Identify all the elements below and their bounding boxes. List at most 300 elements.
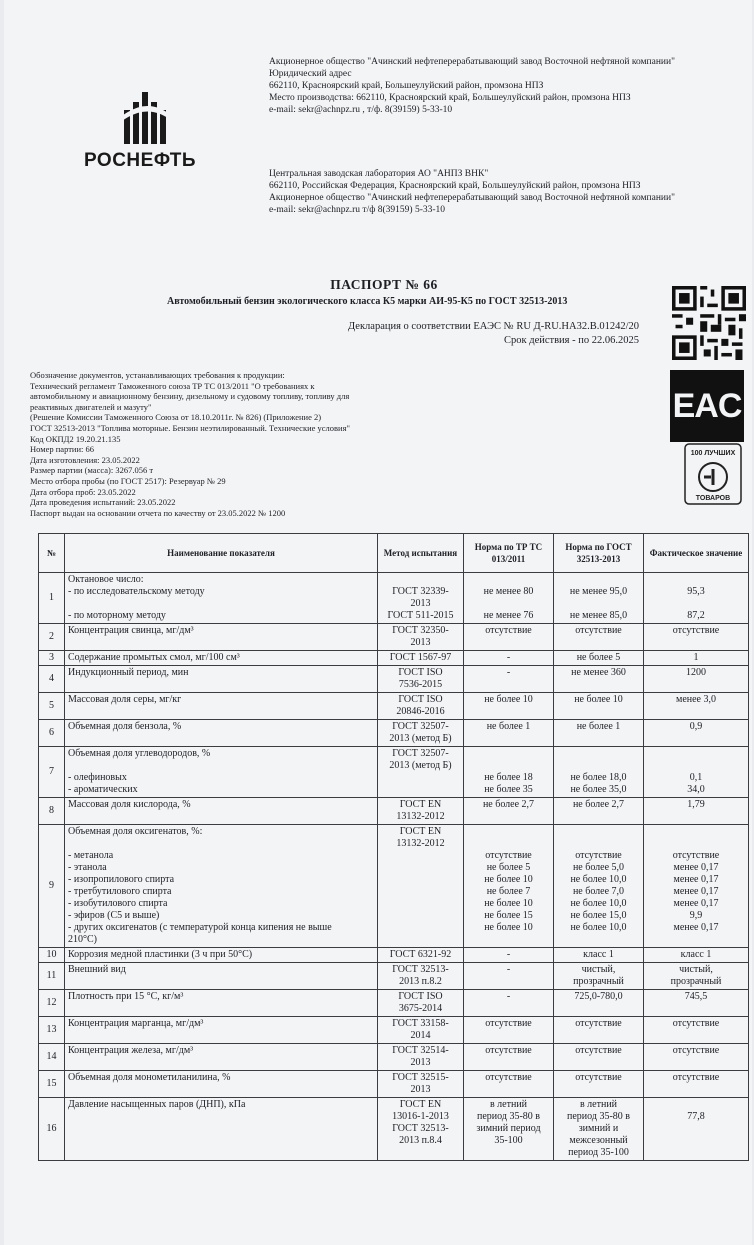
indicator-name-cell [65, 963, 378, 990]
cell-line [647, 1099, 745, 1111]
info-line: Код ОКПД2 19.20.21.135 [30, 433, 121, 444]
cell-line: не более 7 [486, 886, 531, 897]
norm-tr-cell [464, 1044, 554, 1071]
cell-line: не более 2,7 [482, 799, 535, 810]
fact-value-cell [644, 624, 749, 651]
cell-line: ГОСТ ISO [398, 991, 443, 1002]
fact-value-cell [644, 720, 749, 747]
best-goods-badge-icon [684, 443, 742, 505]
col-name: Наименование показателя [65, 534, 378, 573]
cell-line: - по исследовательскому методу [68, 586, 205, 597]
cell-line: 2013 п.8.2 [399, 976, 442, 987]
norm-tr-cell [464, 990, 554, 1017]
cell-line [647, 748, 745, 760]
cell-line: не более 5 [486, 862, 531, 873]
cell-line: Объемная доля бензола, % [68, 721, 182, 732]
info-line: (Решение Комиссии Таможенного Союза от 18.10.2011г. № 826) (Приложение 2) [30, 412, 322, 423]
company-block-2 [269, 168, 675, 216]
lab-line: Центральная заводская лаборатория АО "АНПЗ ВНК" [269, 169, 489, 179]
cell-line: ГОСТ ISO [398, 694, 443, 705]
table-row [39, 693, 749, 720]
row-number-cell: 4 [39, 666, 65, 693]
cell-line: ГОСТ EN [399, 1099, 442, 1110]
lab-line: e-mail: sekr@achnpz.ru т/ф 8(39159) 5-33-10 [269, 205, 446, 215]
table-row [39, 1017, 749, 1044]
cell-line: - олефиновых [68, 772, 127, 783]
cell-line: ГОСТ 32507- [392, 721, 449, 732]
cell-line [557, 826, 640, 838]
table-row [39, 666, 749, 693]
cell-line: отсутствие [672, 1045, 720, 1056]
cell-line: не более 10 [484, 694, 533, 705]
row-number-cell: 9 [39, 825, 65, 948]
fact-value-cell [644, 825, 749, 948]
cell-line: 13132-2012 [396, 838, 445, 849]
table-row [39, 963, 749, 990]
indicator-name-cell [65, 798, 378, 825]
cell-line [467, 826, 550, 838]
row-number-cell: 13 [39, 1017, 65, 1044]
cell-line: отсутствие [575, 1018, 622, 1029]
col-method: Метод испытания [378, 534, 464, 573]
cell-line: отсутствие [485, 1018, 532, 1029]
cell-line: не более 35 [484, 784, 533, 795]
row-number-cell: 2 [39, 624, 65, 651]
fact-value-cell [644, 963, 749, 990]
cell-line: 1200 [686, 667, 706, 678]
info-line: Паспорт выдан на основании отчета по качеству от 23.05.2022 № 1200 [30, 507, 286, 518]
cell-line [68, 598, 374, 610]
cell-line: 2013 п.8.4 [399, 1135, 442, 1146]
method-cell [378, 1098, 464, 1161]
passport-title: ПАСПОРТ № 66 [330, 277, 438, 292]
norm-tr-cell [464, 798, 554, 825]
indicator-name-cell [65, 1044, 378, 1071]
cell-line: 13132-2012 [396, 811, 445, 822]
method-cell [378, 624, 464, 651]
norm-tr-cell [464, 1098, 554, 1161]
company-line: Акционерное общество "Ачинский нефтеперерабатывающий завод Восточной нефтяной компании" [269, 57, 675, 67]
cell-line: ГОСТ 33158- [392, 1018, 449, 1029]
cell-line: не менее 80 [483, 586, 534, 597]
cell-line: Коррозия медной пластинки (3 ч при 50°С) [68, 949, 253, 960]
cell-line: не более 15 [484, 910, 533, 921]
norm-gost-cell [554, 651, 644, 666]
norm-gost-cell [554, 1071, 644, 1098]
lab-line: Акционерное общество "Ачинский нефтеперерабатывающий завод Восточной нефтяной компании" [269, 193, 675, 203]
fact-value-cell [644, 798, 749, 825]
cell-line: Плотность при 15 °С, кг/м³ [68, 991, 184, 1002]
indicator-name-cell [65, 693, 378, 720]
table-row [39, 747, 749, 798]
cell-line: 2014 [410, 1030, 431, 1041]
cell-line: не более 10,0 [570, 922, 627, 933]
logo-text: РОСНЕФТЬ [84, 150, 197, 171]
cell-line: не более 5,0 [572, 862, 625, 873]
table-row [39, 948, 749, 963]
cell-line: 2013 [410, 1057, 431, 1068]
cell-line: 0,1 [689, 772, 703, 783]
cell-line: ГОСТ EN [399, 799, 442, 810]
norm-gost-cell [554, 1044, 644, 1071]
cell-line: ГОСТ 32507- [392, 748, 449, 759]
cell-line: 87,2 [687, 610, 705, 621]
passport-subtitle: Автомобильный бензин экологического класса К5 марки АИ-95-К5 по ГОСТ 32513-2013 [167, 296, 568, 307]
company-line: Место производства: 662110, Красноярский край, Большеулуйский район, промзона НПЗ [269, 93, 631, 103]
cell-line: не более 10 [484, 874, 533, 885]
cell-line [68, 838, 374, 850]
info-line: реактивных двигателей и мазуту" [30, 401, 152, 412]
method-cell [378, 651, 464, 666]
cell-line: отсутствие [672, 1018, 720, 1029]
method-cell [378, 990, 464, 1017]
cell-line: 95,3 [687, 586, 705, 597]
table-row [39, 651, 749, 666]
cell-line: менее 0,17 [673, 922, 719, 933]
cell-line: в летний [579, 1099, 618, 1110]
norm-tr-cell [464, 720, 554, 747]
row-number-cell: 8 [39, 798, 65, 825]
cell-line: отсутствие [672, 625, 720, 636]
cell-line [557, 838, 640, 850]
cell-line: 2013 [410, 598, 431, 609]
info-line: ГОСТ 32513-2013 "Топлива моторные. Бензин неэтилированный. Технические условия" [30, 422, 350, 433]
info-line: автомобильному и авиационному бензину, дизельному и судовому топливу, топливу для [30, 391, 350, 402]
cell-line: прозрачный [670, 976, 722, 987]
fact-value-cell [644, 1098, 749, 1161]
cell-line: не менее 76 [483, 610, 534, 621]
row-number-cell: 10 [39, 948, 65, 963]
cell-line: - эфиров (С5 и выше) [68, 910, 160, 921]
cell-line: - этанола [68, 862, 107, 873]
indicator-name-cell [65, 573, 378, 624]
qr-code-icon [672, 286, 746, 360]
info-line: Дата изготовления: 23.05.2022 [30, 454, 140, 465]
row-number-cell: 14 [39, 1044, 65, 1071]
cell-line: не менее 85,0 [569, 610, 628, 621]
cell-line: 7536-2015 [398, 679, 443, 690]
cell-line: не более 10,0 [570, 898, 627, 909]
fact-value-cell [644, 573, 749, 624]
cell-line: не более 5 [576, 652, 621, 663]
cell-line: ГОСТ 511-2015 [387, 610, 454, 621]
row-number-cell: 5 [39, 693, 65, 720]
cell-line [647, 826, 745, 838]
indicator-name-cell [65, 1098, 378, 1161]
cell-line: ГОСТ 6321-92 [389, 949, 452, 960]
cell-line: ГОСТ 32339- [392, 586, 449, 597]
norm-gost-cell [554, 963, 644, 990]
cell-line: класс 1 [583, 949, 614, 960]
cell-line: менее 0,17 [673, 898, 719, 909]
declaration-validity: Срок действия - по 22.06.2025 [504, 335, 639, 346]
cell-line: отсутствие [485, 625, 532, 636]
cell-line: отсутствие [485, 850, 532, 861]
norm-tr-cell [464, 624, 554, 651]
quality-table [38, 533, 749, 1161]
company-line: e-mail: sekr@achnpz.ru , т/ф. 8(39159) 5-33-10 [269, 105, 453, 115]
badge-text-top: 100 ЛУЧШИХ [690, 450, 736, 457]
cell-line: Концентрация свинца, мг/дм³ [68, 625, 194, 636]
declaration-number: Декларация о соответствии ЕАЭС № RU Д-RU.HA32.B.01242/20 [348, 321, 639, 332]
row-number-cell: 1 [39, 573, 65, 624]
cell-line: класс 1 [680, 949, 712, 960]
cell-line: - [506, 991, 511, 1002]
cell-line: Массовая доля серы, мг/кг [68, 694, 182, 705]
cell-line: Объемная доля монометиланилина, % [68, 1072, 231, 1083]
cell-line: отсутствие [672, 850, 720, 861]
row-number-cell: 15 [39, 1071, 65, 1098]
norm-gost-cell [554, 825, 644, 948]
col-fact: Фактическое значение [644, 534, 749, 573]
norm-tr-cell [464, 1017, 554, 1044]
cell-line: отсутствие [575, 1045, 622, 1056]
table-row [39, 825, 749, 948]
cell-line: Концентрация железа, мг/дм³ [68, 1045, 194, 1056]
cell-line: 0,9 [689, 721, 703, 732]
cell-line [467, 574, 550, 586]
indicator-name-cell [65, 720, 378, 747]
cell-line: не более 18,0 [570, 772, 627, 783]
cell-line: не более 1 [486, 721, 531, 732]
cell-line: - метанола [68, 850, 114, 861]
norm-tr-cell [464, 1071, 554, 1098]
cell-line: зимний период [476, 1123, 541, 1134]
lab-line: 662110, Российская Федерация, Красноярский край, Большеулуйский район, промзона НПЗ [269, 181, 641, 191]
cell-line: ГОСТ 32513- [392, 1123, 449, 1134]
info-line: Место отбора пробы (по ГОСТ 2517): Резервуар № 29 [30, 475, 226, 486]
cell-line: Содержание промытых смол, мг/100 см³ [68, 652, 240, 663]
indicator-name-cell [65, 990, 378, 1017]
row-number-cell: 11 [39, 963, 65, 990]
method-cell [378, 747, 464, 798]
method-cell [378, 1071, 464, 1098]
info-line: Размер партии (масса): 3267.056 т [30, 465, 154, 476]
badge-text-bottom: ТОВАРОВ [695, 495, 731, 502]
indicator-name-cell [65, 747, 378, 798]
norm-gost-cell [554, 666, 644, 693]
method-cell [378, 666, 464, 693]
cell-line: не более 10 [574, 694, 623, 705]
cell-line [467, 838, 550, 850]
fact-value-cell [644, 747, 749, 798]
table-header-row [39, 534, 749, 573]
cell-line: 1,79 [687, 799, 705, 810]
passport-sheet [4, 0, 752, 1245]
company-block-1 [269, 56, 675, 116]
cell-line [647, 574, 745, 586]
cell-line: менее 0,17 [673, 886, 719, 897]
cell-line: отсутствие [575, 625, 622, 636]
method-cell [378, 825, 464, 948]
cell-line: - других оксигенатов (с температурой конца кипения не выше [68, 922, 332, 933]
cell-line: 35-100 [494, 1135, 523, 1146]
norm-gost-cell [554, 798, 644, 825]
norm-gost-cell [554, 693, 644, 720]
cell-line: ГОСТ 32350- [392, 625, 449, 636]
norm-gost-cell [554, 990, 644, 1017]
indicator-name-cell [65, 1071, 378, 1098]
indicator-name-cell [65, 948, 378, 963]
norm-gost-cell [554, 624, 644, 651]
norm-gost-cell [554, 720, 644, 747]
indicator-name-cell [65, 666, 378, 693]
cell-line: не более 7,0 [572, 886, 625, 897]
indicator-name-cell [65, 1017, 378, 1044]
cell-line: - изопропилового спирта [68, 874, 175, 885]
fact-value-cell [644, 990, 749, 1017]
method-cell [378, 963, 464, 990]
norm-tr-cell [464, 963, 554, 990]
cell-line: - [506, 652, 511, 663]
cell-line: период 35-100 [568, 1147, 629, 1158]
rosneft-emblem-icon [122, 88, 174, 146]
method-cell [378, 798, 464, 825]
table-row [39, 1071, 749, 1098]
method-cell [378, 720, 464, 747]
cell-line: 3675-2014 [398, 1003, 443, 1014]
fact-value-cell [644, 1017, 749, 1044]
cell-line: отсутствие [575, 850, 622, 861]
cell-line: менее 3,0 [676, 694, 716, 705]
indicator-name-cell [65, 624, 378, 651]
cell-line: отсутствие [485, 1072, 532, 1083]
cell-line [467, 598, 550, 610]
cell-line: Объемная доля оксигенатов, %: [68, 826, 203, 837]
cell-line [381, 574, 460, 586]
cell-line [467, 760, 550, 772]
info-line: Технический регламент Таможенного союза ТР ТС 013/2011 "О требованиях к [30, 380, 315, 391]
company-line: Юридический адрес [269, 69, 352, 79]
cell-line [647, 598, 745, 610]
cell-line: Индукционный период, мин [68, 667, 189, 678]
cell-line: зимний и [578, 1123, 619, 1134]
norm-tr-cell [464, 573, 554, 624]
fact-value-cell [644, 948, 749, 963]
cell-line: 1 [693, 652, 699, 663]
cell-line: не более 35,0 [570, 784, 627, 795]
cell-line: - третбутилового спирта [68, 886, 172, 897]
norm-tr-cell [464, 693, 554, 720]
cell-line: не более 2,7 [572, 799, 625, 810]
fact-value-cell [644, 1071, 749, 1098]
indicator-name-cell [65, 651, 378, 666]
fact-value-cell [644, 1044, 749, 1071]
cell-line: - ароматических [68, 784, 138, 795]
cell-line: 210°С) [68, 934, 97, 945]
fact-value-cell [644, 693, 749, 720]
cell-line: 2013 (метод Б) [389, 760, 452, 771]
company-line: 662110, Красноярский край, Большеулуйский район, промзона НПЗ [269, 81, 544, 91]
cell-line: 2013 [410, 1084, 431, 1095]
cell-line: Октановое число: [68, 574, 144, 585]
norm-tr-cell [464, 651, 554, 666]
cell-line [557, 748, 640, 760]
cell-line: 9,9 [689, 910, 703, 921]
cell-line: период 35-80 в [477, 1111, 540, 1122]
cell-line: межсезонный [569, 1135, 628, 1146]
cell-line: не более 1 [576, 721, 621, 732]
norm-gost-cell [554, 1098, 644, 1161]
cell-line [557, 598, 640, 610]
table-row [39, 1098, 749, 1161]
cell-line: не более 18 [484, 772, 533, 783]
row-number-cell: 6 [39, 720, 65, 747]
cell-line: 77,8 [687, 1111, 705, 1122]
cell-line: 13016-1-2013 [392, 1111, 449, 1122]
cell-line: Массовая доля кислорода, % [68, 799, 191, 810]
rosneft-logo [84, 88, 214, 172]
method-cell [378, 693, 464, 720]
cell-line: менее 0,17 [673, 874, 719, 885]
cell-line [68, 760, 374, 772]
fact-value-cell [644, 666, 749, 693]
row-number-cell: 16 [39, 1098, 65, 1161]
table-row [39, 798, 749, 825]
cell-line: не менее 360 [571, 667, 626, 678]
cell-line: чистый, [679, 964, 713, 975]
cell-line: 2013 (метод Б) [389, 733, 452, 744]
norm-tr-cell [464, 747, 554, 798]
cell-line: - изобутилового спирта [68, 898, 168, 909]
cell-line: ГОСТ 1567-97 [389, 652, 452, 663]
norm-tr-cell [464, 825, 554, 948]
cell-line: отсутствие [485, 1045, 532, 1056]
cell-line: менее 0,17 [673, 862, 719, 873]
table-row [39, 624, 749, 651]
cell-line [647, 760, 745, 772]
fact-value-cell [644, 651, 749, 666]
method-cell [378, 573, 464, 624]
row-number-cell: 12 [39, 990, 65, 1017]
cell-line: прозрачный [573, 976, 624, 987]
table-row [39, 990, 749, 1017]
cell-line: 745,5 [684, 991, 708, 1002]
cell-line: Внешний вид [68, 964, 126, 975]
product-info [30, 370, 350, 518]
norm-gost-cell [554, 1017, 644, 1044]
cell-line: ГОСТ EN [399, 826, 442, 837]
cell-line: не более 10 [484, 898, 533, 909]
table-row [39, 1044, 749, 1071]
cell-line: Давление насыщенных паров (ДНП), кПа [68, 1099, 246, 1110]
cell-line: 20846-2016 [396, 706, 445, 717]
cell-line [557, 760, 640, 772]
norm-gost-cell [554, 948, 644, 963]
method-cell [378, 1044, 464, 1071]
cell-line: 2013 [410, 637, 431, 648]
cell-line: не более 15,0 [570, 910, 627, 921]
cell-line: - [506, 949, 511, 960]
table-row [39, 573, 749, 624]
info-line: Дата отбора проб: 23.05.2022 [30, 486, 136, 497]
norm-gost-cell [554, 747, 644, 798]
col-number: № [39, 534, 65, 573]
cell-line: Объемная доля углеводородов, % [68, 748, 211, 759]
row-number-cell: 3 [39, 651, 65, 666]
norm-tr-cell [464, 948, 554, 963]
cell-line: - [506, 667, 511, 678]
method-cell [378, 1017, 464, 1044]
norm-gost-cell [554, 573, 644, 624]
row-number-cell: 7 [39, 747, 65, 798]
eac-mark: EAC [670, 370, 744, 442]
cell-line: в летний [489, 1099, 528, 1110]
cell-line: отсутствие [575, 1072, 622, 1083]
cell-line: не более 10,0 [570, 874, 627, 885]
cell-line: период 35-80 в [567, 1111, 630, 1122]
cell-line: ГОСТ 32514- [392, 1045, 449, 1056]
